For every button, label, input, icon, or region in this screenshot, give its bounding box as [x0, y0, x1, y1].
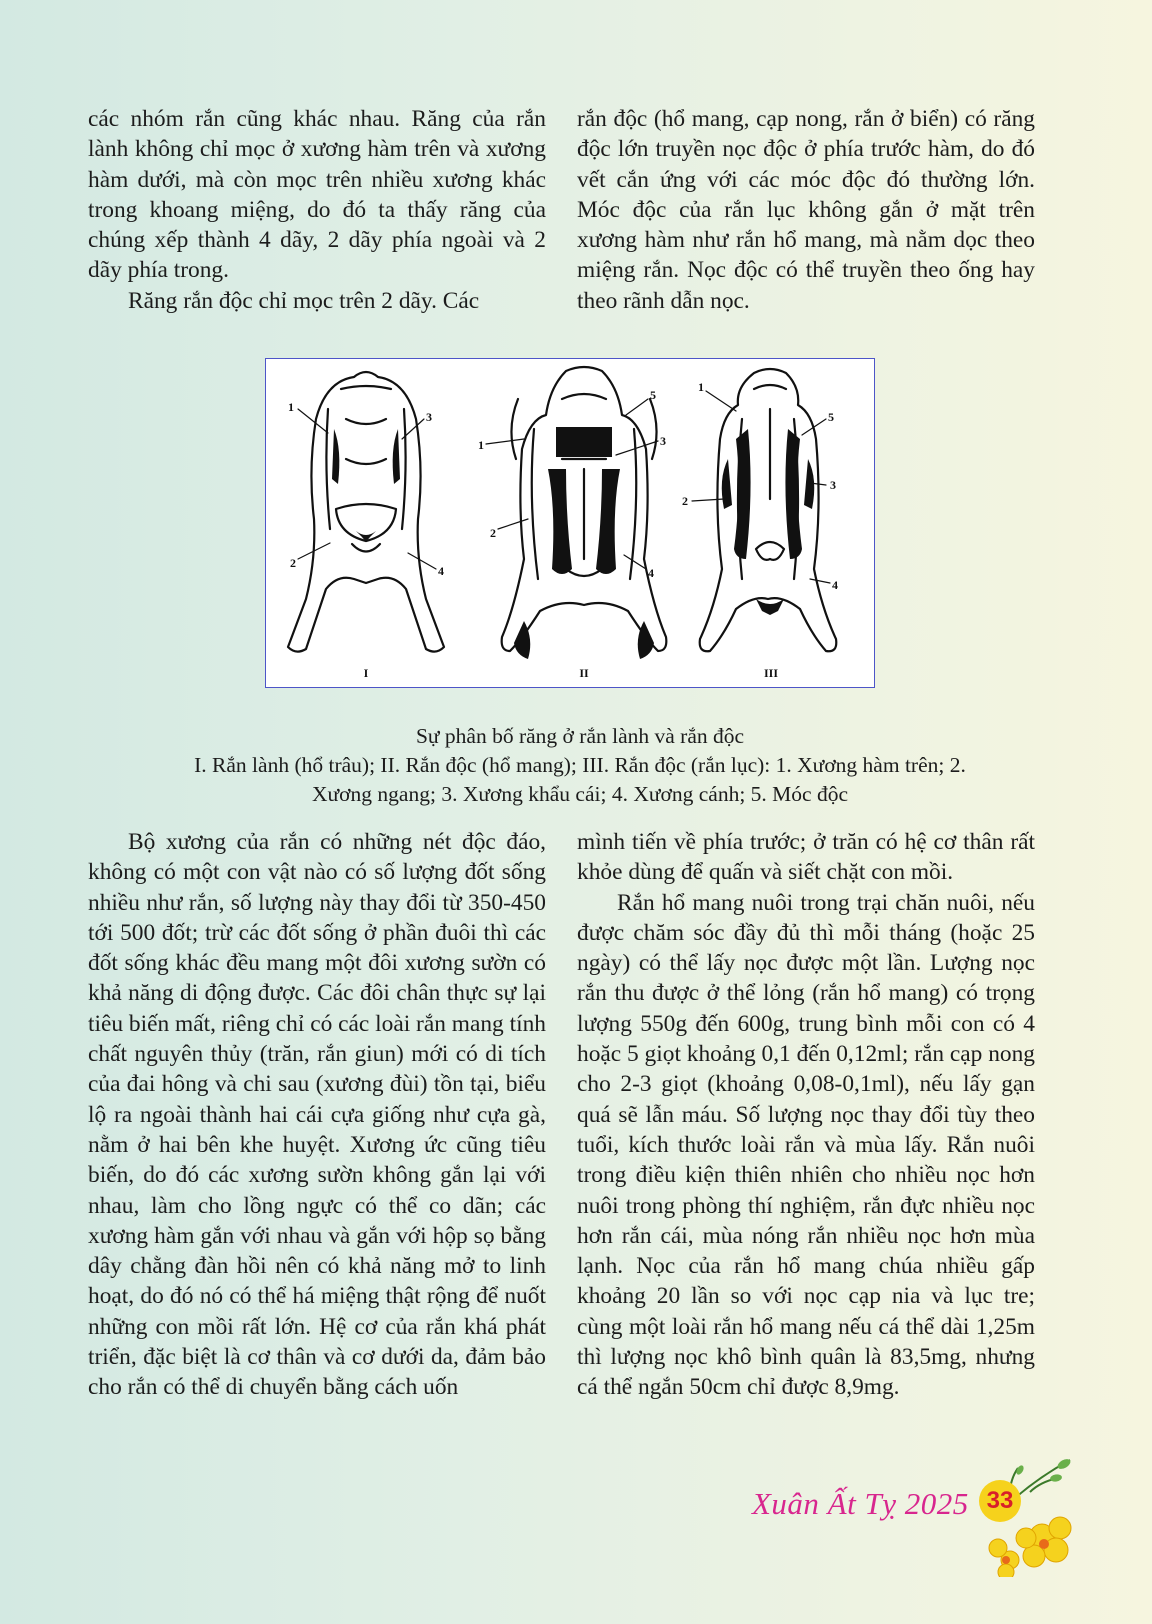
panel2-label-1: 1	[478, 438, 484, 452]
paragraph: các nhóm rắn cũng khác nhau. Răng của rắn lành không chỉ mọc ở xương hàm trên và xương hàm dưới, mà còn mọc trên nhiều xương khác trong khoang miệng, do đó ta thấy răng của chúng xếp thành 4 dãy, 2 dãy phía ngoài và 2 dãy phía trong.	[88, 106, 546, 284]
skull-panel-1	[288, 372, 444, 652]
panel1-label-4: 4	[438, 564, 444, 578]
panel2-label-4: 4	[648, 566, 654, 580]
skull-panel-2	[502, 367, 667, 651]
panel3-label-1: 1	[698, 380, 704, 394]
caption-line-2: Xương ngang; 3. Xương khẩu cái; 4. Xương cánh; 5. Móc độc	[312, 782, 848, 806]
column-top-right	[577, 104, 1035, 316]
paragraph: Răng rắn độc chỉ mọc trên 2 dãy. Các	[128, 287, 480, 314]
panel1-label-2: 2	[290, 556, 296, 570]
figure-caption	[100, 722, 1060, 809]
page-number: 33	[979, 1480, 1021, 1522]
panel2-label-3: 3	[660, 434, 666, 448]
panel3-label-3: 3	[830, 478, 836, 492]
panel-numeral-3: III	[763, 666, 779, 680]
panel-numeral-1: I	[363, 666, 369, 680]
panel1-label-1: 1	[288, 400, 294, 414]
caption-line-1: I. Rắn lành (hổ trâu); II. Rắn độc (hổ mang); III. Rắn độc (rắn lục): 1. Xương hàm trên; 2.	[194, 753, 966, 777]
column-bottom-left	[88, 827, 546, 1403]
column-top-left	[88, 104, 546, 316]
panel3-label-4: 4	[832, 578, 838, 592]
panel3-label-5: 5	[828, 410, 834, 424]
panel3-label-2: 2	[682, 494, 688, 508]
panel2-label-2: 2	[490, 526, 496, 540]
panel1-label-3: 3	[426, 410, 432, 424]
paragraph: mình tiến về phía trước; ở trăn có hệ cơ thân rất khỏe dùng để quấn và siết chặt con mồi.	[577, 829, 1035, 886]
paragraph: Bộ xương của rắn có những nét độc đáo, không có một con vật nào có số lượng đốt sống nhiều như rắn, số lượng này thay đổi từ 350-450 tới 500 đốt; trừ các đốt sống ở phần đuôi thì các đốt sống khác đều mang một đôi xương sườn có khả năng di động được. Các đôi chân thực sự lại tiêu biến mất, riêng chỉ có các loài rắn mang tính chất nguyên thủy (trăn, rắn giun) mới có di tích của đai hông và chi sau (xương đùi) tồn tại, biểu lộ ra ngoài thành hai cái cựa giống như cựa gà, nằm ở hai bên khe huyệt. Xương ức cũng tiêu biến, do đó các xương sườn không gắn lại với nhau, làm cho lồng ngực có thể co dãn; các xương hàm gắn với nhau và gắn với hộp sọ bằng dây chằng đàn hồi nên có khả năng mở to linh hoạt, do đó nó có thể há miệng thật rộng để nuốt những con mồi rất lớn. Hệ cơ của rắn khá phát triển, đặc biệt là cơ thân và cơ dưới da, đảm bảo cho rắn có thể di chuyển bằng cách uốn	[88, 829, 546, 1401]
paragraph: Rắn hổ mang nuôi trong trại chăn nuôi, nếu được chăm sóc đầy đủ thì mỗi tháng (hoặc 25 ngày) có thể lấy nọc được một lần. Lượng nọc rắn thu được ở thể lỏng (rắn hổ mang) có trọng lượng 550g đến 600g, trung bình mỗi con có 4 hoặc 5 giọt khoảng 0,1 đến 0,12ml; rắn cạp nong cho 2-3 giọt (khoảng 0,08-0,1ml), nếu lấy gạn quá sẽ lẫn máu. Số lượng nọc thay đổi tùy theo tuổi, kích thước loài rắn và mùa lấy. Rắn nuôi trong điều kiện thiên nhiên cho nhiều nọc hơn nuôi trong phòng thí nghiệm, rắn đực nhiều nọc hơn rắn cái, mùa nóng rắn nhiều nọc hơn mùa lạnh. Nọc của rắn hổ mang chúa nhiều gấp khoảng 20 lần so với nọc cạp nia và lục tre; cùng một loài rắn hổ mang nếu cá thể dài 1,25m thì lượng nọc khô bình quân là 83,5mg, nhưng cá thể ngắn 50cm chỉ được 8,9mg.	[577, 889, 1035, 1401]
magazine-title: Xuân Ất Tỵ 2025	[752, 1486, 969, 1521]
paragraph: rắn độc (hổ mang, cạp nong, rắn ở biển) có răng độc lớn truyền nọc độc ở phía trước hàm, do đó vết cắn ứng với các móc độc đó thường lớn. Móc độc của rắn lục không gắn ở mặt trên xương hàm như rắn hổ mang, mà nằm dọc theo miệng rắn. Nọc độc có thể truyền theo ống hay theo rãnh dẫn nọc.	[577, 106, 1035, 314]
skull-figure	[265, 358, 875, 688]
panel2-label-5: 5	[650, 388, 656, 402]
caption-title: Sự phân bố răng ở rắn lành và rắn độc	[415, 724, 745, 748]
panel-numeral-2: II	[579, 666, 589, 680]
snake-skull-diagram	[266, 359, 873, 686]
column-bottom-right	[577, 827, 1035, 1403]
apricot-blossom-icon	[960, 1452, 1085, 1577]
